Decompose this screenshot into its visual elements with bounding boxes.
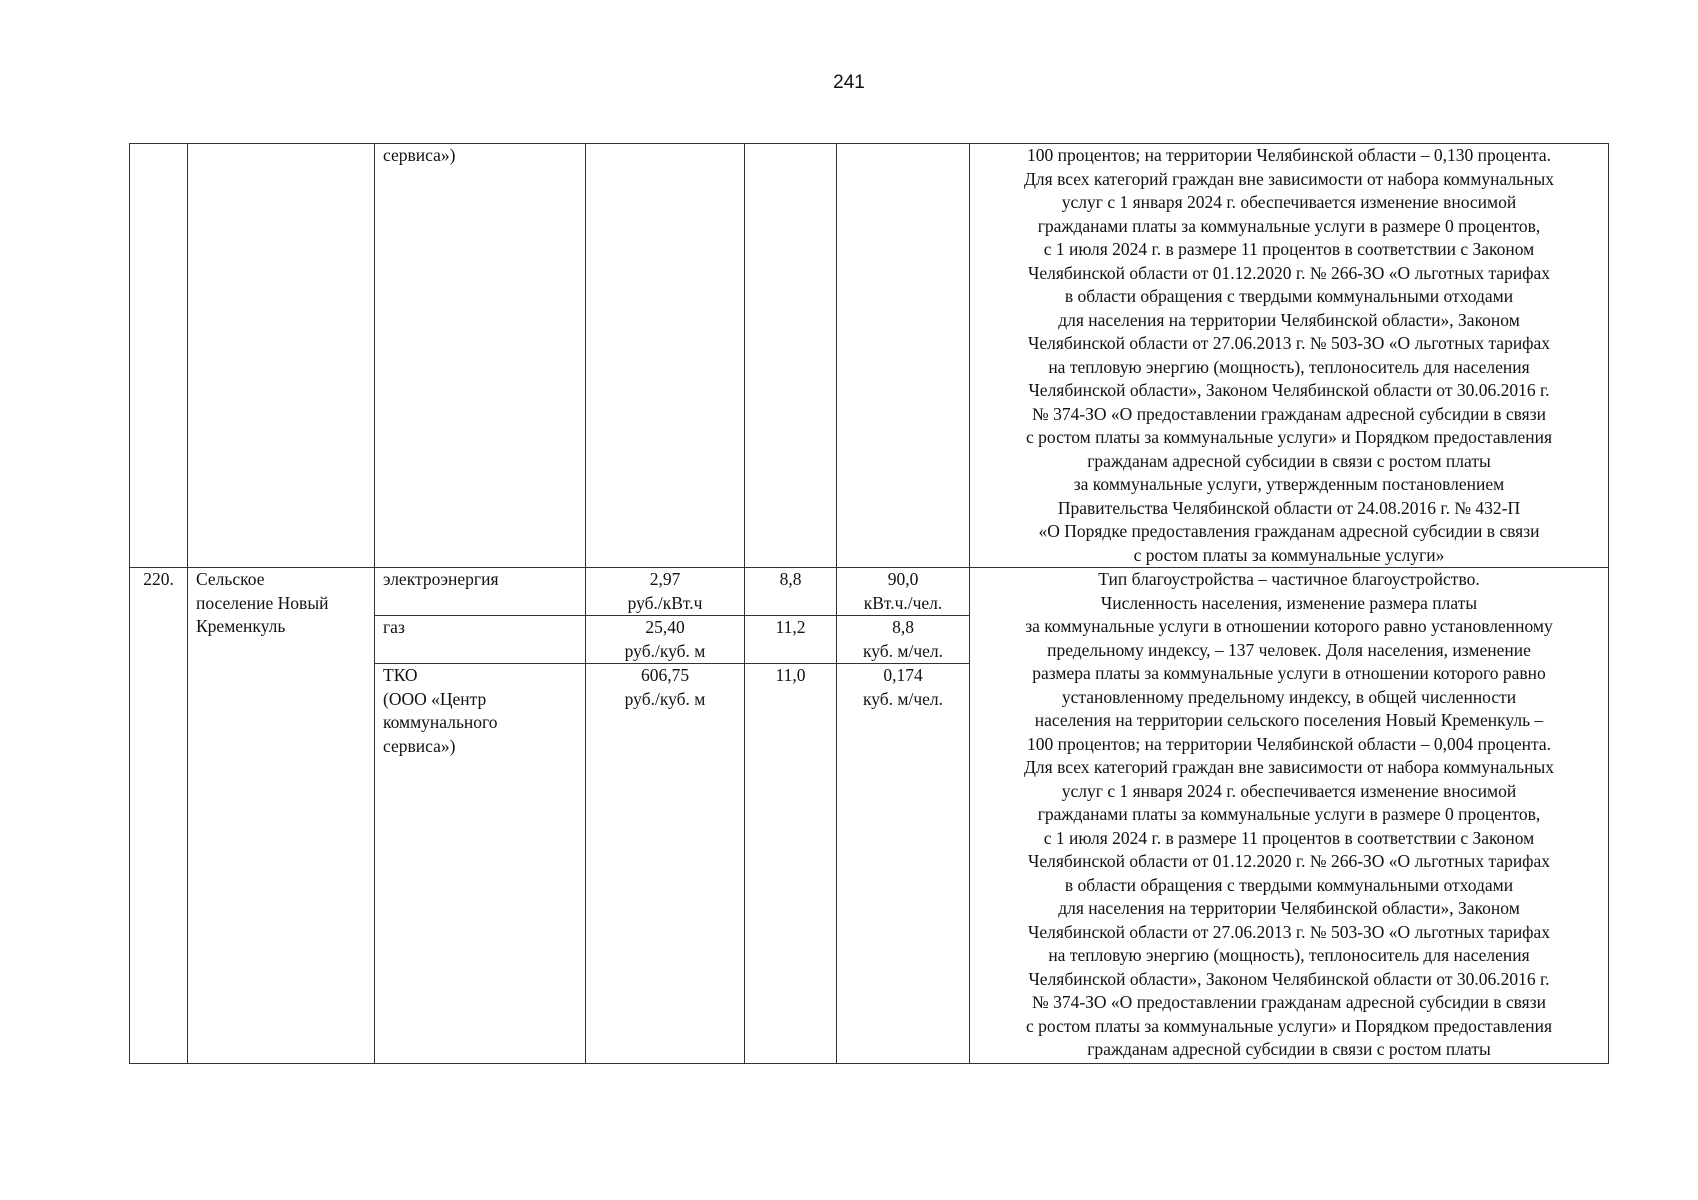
row-number: 220. [143, 569, 174, 589]
norm-unit: куб. м/чел. [862, 688, 944, 709]
note-line: с 1 июля 2024 г. в размере 11 процентов в соответствии с Законом [1043, 827, 1535, 848]
note-line: Челябинской области от 27.06.2013 г. № 503-ЗО «О льготных тарифах [1027, 333, 1551, 353]
index-value: 11,2 [775, 617, 806, 637]
note-line: № 374-ЗО «О предоставлении гражданам адресной субсидии в связи [1032, 403, 1546, 424]
tariff-unit: руб./кВт.ч [627, 592, 703, 613]
note-line: Тип благоустройства – частичное благоустройство. [1098, 569, 1480, 589]
note-line: Правительства Челябинской области от 24.08.2016 г. № 432-П [1057, 497, 1521, 518]
note-line: населения на территории сельского поселения Новый Кременкуль – [1034, 710, 1544, 730]
tariff-cell [586, 568, 745, 616]
tariff-value: 25,40 [645, 617, 685, 637]
note-line: Челябинской области», Законом Челябинской области от 30.06.2016 г. [1028, 380, 1550, 400]
note-line: с ростом платы за коммунальные услуги» и Порядком предоставления [1026, 427, 1552, 447]
note-line: размера платы за коммунальные услуги в отношении которого равно [1032, 663, 1546, 683]
index-value: 8,8 [779, 569, 802, 589]
note-line: в области обращения с твердыми коммунальными отходами [1064, 286, 1514, 306]
index-cell [745, 144, 837, 568]
tariff-cell [586, 144, 745, 568]
note-line: на тепловую энергию (мощность), теплоноситель для населения [1048, 356, 1530, 377]
table-row-220-electricity [130, 568, 1609, 616]
note-line: «О Порядке предоставления гражданам адресной субсидии в связи [1038, 521, 1540, 541]
tariff-table [129, 143, 1609, 1064]
service-cell [375, 568, 586, 616]
index-cell [745, 664, 837, 1064]
note-line: с 1 июля 2024 г. в размере 11 процентов в соответствии с Законом [1043, 239, 1535, 259]
note-line: 100 процентов; на территории Челябинской области – 0,004 процента. [1026, 733, 1551, 754]
note-line: Челябинской области от 27.06.2013 г. № 503-ЗО «О льготных тарифах [1027, 921, 1551, 942]
note-line: Челябинской области от 01.12.2020 г. № 266-ЗО «О льготных тарифах [1027, 262, 1551, 283]
norm-cell [837, 616, 970, 664]
note-line: с ростом платы за коммунальные услуги» и Порядком предоставления [1026, 1015, 1552, 1036]
service-name: электроэнергия [383, 569, 499, 589]
index-value: 11,0 [775, 665, 806, 685]
tariff-cell [586, 616, 745, 664]
note-line: 100 процентов; на территории Челябинской области – 0,130 процента. [1026, 145, 1551, 165]
settlement-name-line: Сельское [196, 569, 265, 589]
note-line: в области обращения с твердыми коммунальными отходами [1064, 874, 1514, 895]
index-cell [745, 616, 837, 664]
tariff-cell [586, 664, 745, 1064]
settlement-cell [188, 568, 375, 1064]
note-line: Численность населения, изменение размера платы [1100, 592, 1478, 613]
note-line: гражданам адресной субсидии в связи с ростом платы [1087, 450, 1491, 471]
note-line: для населения на территории Челябинской области», Законом [1058, 898, 1520, 918]
service-name: (ООО «Центр [383, 688, 487, 709]
row-number-cell [130, 568, 188, 1064]
note-line: Челябинской области от 01.12.2020 г. № 266-ЗО «О льготных тарифах [1027, 851, 1551, 871]
note-line: предельному индексу, – 137 человек. Доля населения, изменение [1047, 639, 1531, 660]
norm-value: 90,0 [887, 569, 919, 589]
norm-value: 0,174 [883, 665, 923, 685]
settlement-cell [188, 144, 375, 568]
service-cell [375, 616, 586, 664]
note-cell [970, 144, 1609, 568]
service-name: ТКО [383, 665, 418, 685]
service-name: сервиса») [383, 735, 456, 756]
note-line: Для всех категорий граждан вне зависимости от набора коммунальных [1023, 757, 1555, 777]
note-line: гражданами платы за коммунальные услуги в размере 0 процентов, [1037, 215, 1541, 236]
note-line: на тепловую энергию (мощность), теплоноситель для населения [1048, 945, 1530, 965]
index-cell [745, 568, 837, 616]
settlement-name-line: поселение Новый [196, 592, 329, 613]
note-line: № 374-ЗО «О предоставлении гражданам адресной субсидии в связи [1032, 992, 1546, 1012]
tariff-value: 2,97 [649, 569, 681, 589]
norm-value: 8,8 [892, 617, 914, 637]
settlement-name-line: Кременкуль [196, 616, 286, 636]
note-line: Для всех категорий граждан вне зависимости от набора коммунальных [1023, 168, 1555, 189]
note-line: с ростом платы за коммунальные услуги» [1133, 544, 1445, 565]
note-line: установленному предельному индексу, в общей численности [1061, 686, 1517, 707]
norm-cell [837, 664, 970, 1064]
service-name: коммунального [383, 712, 498, 732]
note-line: Челябинской области», Законом Челябинской области от 30.06.2016 г. [1028, 968, 1550, 989]
service-cell [375, 144, 586, 568]
note-line: гражданам адресной субсидии в связи с ростом платы [1087, 1039, 1491, 1059]
service-name: сервиса») [383, 145, 456, 165]
note-line: за коммунальные услуги, утвержденным постановлением [1073, 474, 1505, 494]
service-cell [375, 664, 586, 1064]
norm-cell [837, 144, 970, 568]
norm-unit: кВт.ч./чел. [863, 592, 943, 613]
note-line: за коммунальные услуги в отношении которого равно установленному [1025, 616, 1553, 636]
note-line: услуг с 1 января 2024 г. обеспечивается изменение вносимой [1061, 192, 1517, 212]
norm-unit: куб. м/чел. [862, 640, 944, 661]
continuation-row [130, 144, 1609, 568]
note-line: для населения на территории Челябинской области», Законом [1058, 309, 1520, 330]
row-number-cell [130, 144, 188, 568]
tariff-unit: руб./куб. м [624, 640, 706, 661]
tariff-unit: руб./куб. м [624, 688, 706, 709]
note-cell [970, 568, 1609, 1064]
norm-cell [837, 568, 970, 616]
service-name: газ [383, 617, 405, 637]
note-line: услуг с 1 января 2024 г. обеспечивается изменение вносимой [1061, 780, 1517, 801]
page-number: 241 [833, 72, 865, 93]
note-line: гражданами платы за коммунальные услуги в размере 0 процентов, [1037, 804, 1541, 824]
tariff-value: 606,75 [640, 665, 690, 685]
